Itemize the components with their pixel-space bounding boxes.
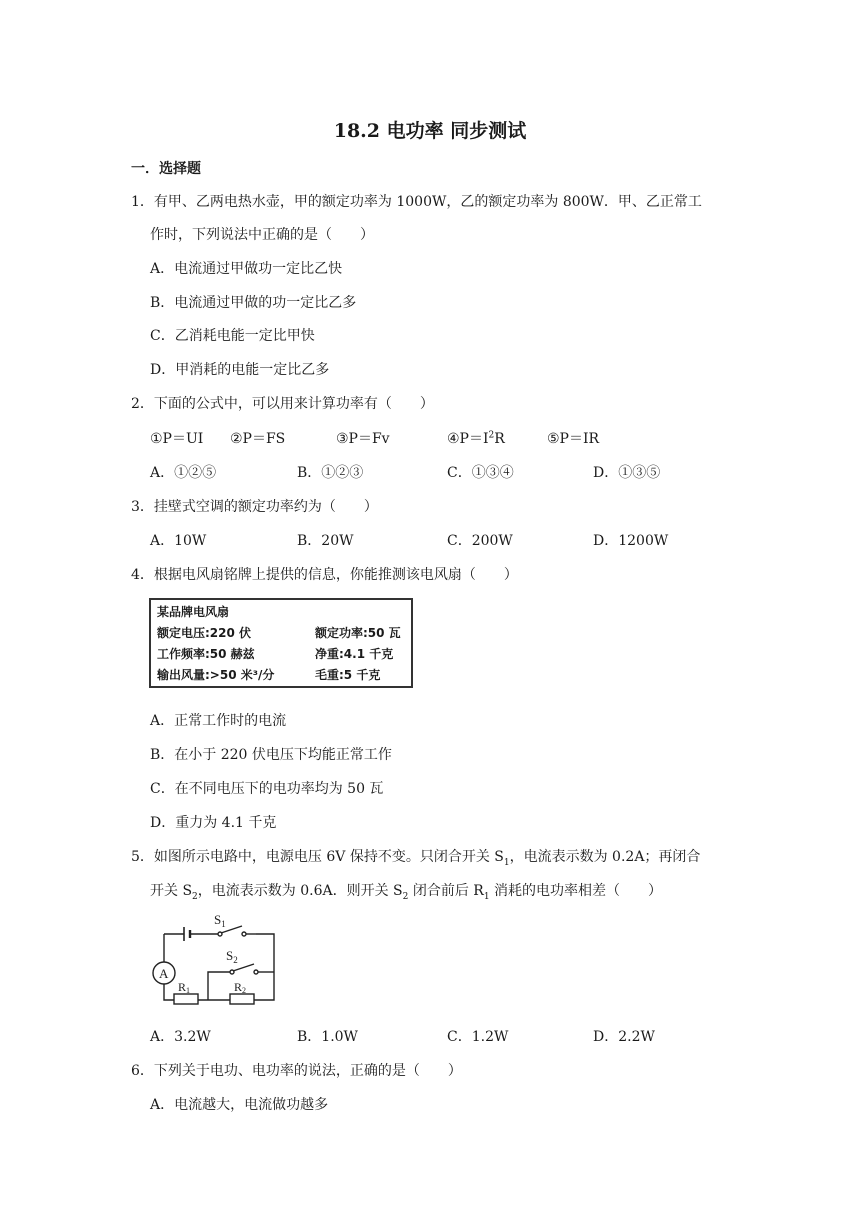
question-5-option-b[interactable]: B．1.0W [297,1029,358,1045]
question-6-stem: 6．下列关于电功、电功率的说法，正确的是（ ） [131,1063,462,1079]
nameplate-product-name: 某品牌电风扇 [157,605,230,619]
nameplate-airflow: 输出风量:>50 米³/分 [157,668,275,682]
question-1-option-d[interactable]: D．甲消耗的电能一定比乙多 [150,362,330,378]
page-title: 18.2 电功率 同步测试 [333,120,527,142]
question-3-option-b[interactable]: B．20W [297,533,354,549]
question-4-option-d[interactable]: D．重力为 4.1 千克 [150,815,277,831]
formula-4-exponent: 2 [488,430,495,441]
question-2-option-c[interactable]: C．①③④ [447,465,514,481]
question-1-option-a[interactable]: A．电流通过甲做功一定比乙快 [150,261,343,277]
question-6-option-a[interactable]: A．电流越大，电流做功越多 [150,1097,329,1113]
question-1-option-b[interactable]: B．电流通过甲做的功一定比乙多 [150,295,357,311]
q5-line1-part-b: ，电流表示数为 0.2A；再闭合 [509,849,701,865]
question-3-stem: 3．挂壁式空调的额定功率约为（ ） [131,499,378,515]
label-ammeter: A [159,966,169,981]
fan-nameplate [149,598,413,688]
formula-4 [447,428,505,448]
q5-line2-sub2: 2 [402,891,409,902]
formula-3: ③P＝Fv [336,431,390,447]
question-5-option-a[interactable]: A．3.2W [150,1029,211,1045]
s1-contact [242,932,246,936]
q5-line2-part-a: 开关 S [150,883,193,899]
formula-2: ②P＝FS [230,431,286,447]
question-3-option-a[interactable]: A．10W [150,533,207,549]
label-s2: $S_2$ [226,948,238,965]
formula-5: ⑤P＝IR [547,431,600,447]
question-1-option-c[interactable]: C．乙消耗电能一定比甲快 [150,328,315,344]
question-5-stem-line2 [150,880,662,902]
q5-line1-part-a: 5．如图所示电路中，电源电压 6V 保持不变。只闭合开关 S [131,849,504,865]
question-1-stem-line2: 作时，下列说法中正确的是（ ） [150,227,374,243]
question-2-option-b[interactable]: B．①②③ [297,465,364,481]
label-s1: $S_1$ [214,912,226,929]
s2-lever [233,964,254,971]
resistor-r2 [230,994,254,1004]
circuit-diagram [146,910,282,1010]
question-4-option-a[interactable]: A．正常工作时的电流 [150,713,287,729]
question-4-stem: 4．根据电风扇铭牌上提供的信息，你能推测该电风扇（ ） [131,567,518,583]
s2-contact [254,970,258,974]
question-4-option-c[interactable]: C．在不同电压下的电功率均为 50 瓦 [150,781,384,797]
q5-line2-sub3: 1 [483,891,490,902]
q5-line2-part-b: ，电流表示数为 0.6A．则开关 S [197,883,403,899]
label-r2: R2 [234,980,247,995]
nameplate-rated-voltage: 额定电压:220 伏 [157,626,252,640]
question-2-option-a[interactable]: A．①②⑤ [150,465,217,481]
question-2-option-d[interactable]: D．①③⑤ [593,465,661,481]
formula-4-tail: R [494,431,505,447]
question-1-stem-line1: 1．有甲、乙两电热水壶，甲的额定功率为 1000W，乙的额定功率为 800W．甲、乙正常工 [131,194,702,210]
wire-inner-left [208,972,230,1000]
resistor-r1 [174,994,198,1004]
nameplate-frequency: 工作频率:50 赫兹 [157,647,255,661]
nameplate-net-weight: 净重:4.1 千克 [315,647,394,661]
label-r1: R1 [178,980,191,995]
formula-4-base: ④P＝I [447,431,489,447]
question-5-option-c[interactable]: C．1.2W [447,1029,509,1045]
formula-1: ①P＝UI [150,431,204,447]
q5-line2-part-d: 消耗的电功率相差（ ） [489,883,663,899]
nameplate-gross-weight: 毛重:5 千克 [315,668,381,682]
q5-line2-part-c: 闭合前后 R [408,883,484,899]
q5-line2-sub1: 2 [192,891,198,902]
question-4-option-b[interactable]: B．在小于 220 伏电压下均能正常工作 [150,747,392,763]
question-5-stem-line1 [131,846,700,868]
section-heading: 一．选择题 [131,161,201,177]
question-3-option-d[interactable]: D．1200W [593,533,669,549]
q5-line1-sub: 1 [503,857,510,868]
question-5-option-d[interactable]: D．2.2W [593,1029,655,1045]
nameplate-rated-power: 额定功率:50 瓦 [315,626,401,640]
question-2-stem: 2．下面的公式中，可以用来计算功率有（ ） [131,396,434,412]
question-3-option-c[interactable]: C．200W [447,533,513,549]
